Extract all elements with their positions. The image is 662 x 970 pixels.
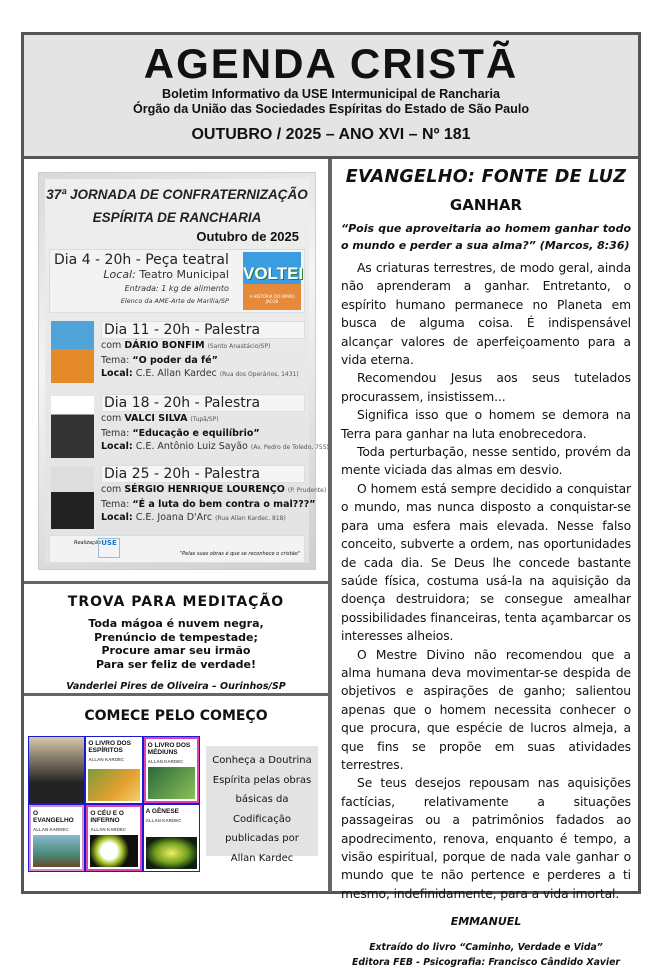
blurb-line: publicadas por [225,833,299,844]
article-source [341,940,631,970]
speaker-photo [51,321,94,383]
footer-label: Realização [74,540,101,546]
talk-theme: “É a luta do bem contra o mal???” [132,498,316,510]
comece-section [24,699,328,892]
book-author: ALLAN KARDEC [147,759,184,764]
speaker-name: DÁRIO BONFIM [124,340,205,351]
paragraph: Se teus desejos repousam nas aquisições factícias, relativamente a situações passageiras ou a patrimônios fadados ao apodrecimento, renova, enquanto é tempo, a visão espiritual, porque de nada vale ganhar o mundo que te não pertence e perderes a ti mesmo, indefinidamente, para a vida imortal. [341,776,631,901]
book-title: O LIVRO DOS ESPÍRITOS [88,740,131,754]
paragraph: Recomendou Jesus aos seus tutelados procurassem, insistissem... [341,371,631,404]
book-title: O EVANGELHO [33,810,74,824]
theme-label: Tema: [101,354,130,366]
article-author: EMMANUEL [450,915,522,929]
book-cover [86,737,141,803]
talk-address: (Rua Allan Kardec, 818) [215,515,286,522]
poster-month: Outubro de 2025 [196,229,299,244]
verse-line: Prenúncio de tempestade; [94,630,258,644]
blurb-line: Allan Kardec [230,852,294,864]
event-local: Teatro Municipal [139,268,229,281]
play-poster-image [243,252,304,310]
event-heading: Dia 11 - 20h - Palestra [101,321,305,339]
talk-address: (Rua dos Operários, 1431) [219,371,299,378]
section-title: EVANGELHO: FONTE DE LUZ [345,167,627,187]
article-epigraph: “Pois que aproveitaria ao homem ganhar todo o mundo e perder a sua alma?” (Marcos, 8:36) [341,222,631,252]
play-image-title: VOLTEI [243,264,304,283]
trova-section [24,581,328,696]
book-author: ALLAN KARDEC [88,757,125,762]
event-entry: Entrada: 1 kg de alimento [124,283,229,293]
subtitle-1: Boletim Informativo da USE Intermunicipal de Rancharia [161,87,500,101]
with-label: com [101,413,122,424]
masthead [24,35,638,159]
paragraph: Significa isso que o homem se demora na Terra para ganhar na luta enobrecedora. [341,408,631,441]
speaker-photo [51,467,94,529]
event-poster [38,172,329,570]
speaker-origin: (Tupã/SP) [190,416,219,423]
paragraph: As criaturas terrestres, de modo geral, ainda não aprenderam a ganhar. Entretanto, o espírito humano permanece no Planeta em busca de alguma coisa. É indispensável alcançar valores de aperfeiçoamento para a vida eterna. [341,261,631,368]
speaker-name: SÉRGIO HENRIQUE LOURENÇO [124,484,285,495]
book-cover [144,805,199,871]
codification-blurb [206,746,318,864]
verse-line: Para ser feliz de verdade! [95,657,256,671]
comece-heading: COMECE PELO COMEÇO [84,708,268,724]
blurb-line: básicas da Codificação [233,794,291,825]
speaker-origin: (Santo Anastácio/SP) [207,343,271,350]
local-label: Local: [101,512,133,523]
book-title: A GÊNESE [145,808,180,815]
left-column [24,159,328,892]
source-line: Extraído do livro “Caminho, Verdade e Vida” [369,942,603,954]
kardec-portrait [29,737,84,803]
local-label: Local: [101,368,133,379]
article-body [341,259,631,903]
poster-motto: "Pelas suas obras é que se reconhece o cristão" [179,551,300,557]
with-label: com [101,340,122,351]
trova-heading: TROVA PARA MEDITAÇÃO [67,594,285,610]
book-author: ALLAN KARDEC [90,827,127,832]
theme-label: Tema: [101,498,130,510]
poster-title-1: 37ª JORNADA DE CONFRATERNIZAÇÃO [46,187,308,202]
paragraph: Toda perturbação, nesse sentido, provém da mente viciada das almas em desvio. [341,445,631,478]
paragraph: O homem está sempre decidido a conquistar o mundo, mas nunca disposto a conquistar-se para uma esfera mais elevada. Nesse falso conceito, subverte a ordem, nas oportunidades de cada dia. Se Deus lhe concede bastante saúde física, costuma usá-la na aquisição da doença destruidora; se consegue amealhar possibilidades financeiras, tenta açambarcar os interesses alheios. [341,481,631,644]
book-title: O CÉU E O INFERNO [90,810,124,824]
talk-theme: “Educação e equilíbrio” [132,427,260,439]
talk-local: C.E. Antônio Luiz Sayão [135,441,248,452]
trova-verse [24,617,328,671]
use-logo: USE [98,538,120,558]
event-heading: Dia 4 - 20h - Peça teatral [54,252,229,268]
talk-theme: “O poder da fé” [132,354,218,366]
trova-author: Vanderlei Pires de Oliveira – Ourinhos/SP [66,681,286,692]
poster-title-2: ESPÍRITA DE RANCHARIA [92,210,262,225]
talk-address: (Av. Pedro de Toledo, 755) [250,444,329,451]
book-cover [144,737,199,803]
blurb-line: Conheça a Doutrina [212,755,312,766]
paragraph: O Mestre Divino não recomendou que a alma humana deva movimentar-se despida de objetivos e aspirações de ganho; salientou apenas que o homem necessita conhecer o que procura, que espécie de lucros almeja, a que fins se propõe em suas atividades terrestres. [341,647,631,772]
event-heading: Dia 25 - 20h - Palestra [101,465,305,483]
speaker-origin: (P. Prudente) [287,487,327,494]
book-author: ALLAN KARDEC [33,827,69,832]
event-heading: Dia 18 - 20h - Palestra [101,394,305,412]
event-cast: Elenco da AME-Arte de Marília/SP [120,297,229,305]
issue-info: OUTUBRO / 2025 – ANO XVI – Nº 181 [191,126,471,143]
article-title: GANHAR [449,196,523,214]
talk-local: C.E. Joana D'Arc [135,512,213,523]
theme-label: Tema: [101,427,130,439]
speaker-photo [51,396,94,458]
newsletter-title: AGENDA CRISTÃ [143,40,519,87]
talk-local: C.E. Allan Kardec [135,368,217,379]
poster-footer [49,535,305,563]
article-column [332,159,638,969]
verse-line: Procure amar seu irmão [101,644,251,657]
event-talk-2 [101,394,329,456]
with-label: com [101,484,122,495]
book-title: O LIVRO DOS MÉDIUNS [147,742,191,756]
book-author: ALLAN KARDEC [145,818,182,823]
play-image-caption: A HISTÓRIA DO IRMÃO JACOB [249,294,295,304]
speaker-name: VALCI SILVA [124,413,188,424]
book-cover [29,805,84,871]
subtitle-2: Órgão da União das Sociedades Espíritas do Estado de São Paulo [132,102,530,116]
source-line: Editora FEB - Psicografia: Francisco Cândido Xavier [352,957,620,969]
local-label: Local: [101,441,133,452]
verse-line: Toda mágoa é nuvem negra, [88,617,264,630]
event-play [49,249,305,313]
book-cover [86,805,141,871]
event-talk-3 [101,465,327,527]
book-grid [28,736,200,872]
event-talk-1 [101,321,305,383]
local-label: Local: [103,268,136,281]
blurb-line: Espírita pelas obras [212,774,312,786]
